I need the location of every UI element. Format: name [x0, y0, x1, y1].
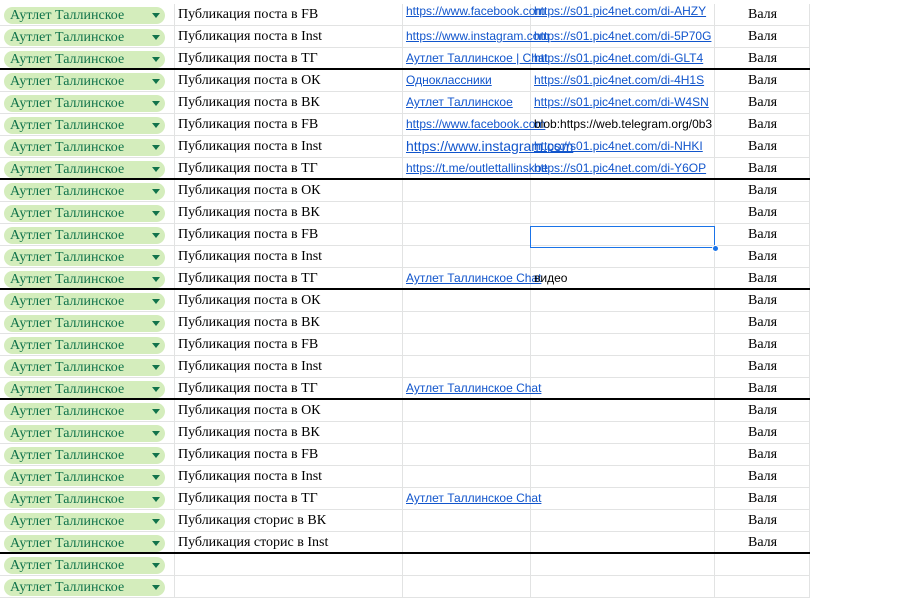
page-dropdown-chip[interactable] — [4, 95, 165, 112]
link-cell[interactable] — [403, 488, 542, 509]
page-cell[interactable] — [0, 510, 175, 531]
page-dropdown-chip[interactable] — [4, 535, 165, 552]
media-cell[interactable] — [531, 92, 715, 113]
media-cell[interactable] — [531, 136, 715, 157]
media-cell[interactable] — [531, 400, 715, 421]
media-cell[interactable] — [531, 70, 715, 91]
media-link[interactable]: https://s01.pic4net.com/di-Y6OP — [534, 161, 707, 175]
link-cell[interactable] — [403, 114, 546, 135]
page-dropdown-chip[interactable] — [4, 359, 165, 376]
task-cell[interactable] — [175, 554, 403, 575]
media-cell[interactable] — [531, 290, 715, 311]
task-cell[interactable]: Публикация поста в Inst — [175, 136, 403, 157]
table-row — [0, 488, 810, 510]
table-row — [0, 4, 810, 26]
chevron-down-icon[interactable] — [152, 563, 160, 568]
task-cell[interactable]: Публикация поста в FB — [175, 4, 403, 25]
media-text: blob:https://web.telegram.org/0b3 — [534, 117, 713, 131]
media-cell[interactable] — [531, 422, 715, 443]
media-cell[interactable] — [531, 224, 715, 245]
page-dropdown-chip[interactable] — [4, 337, 165, 354]
chip-label: Аутлет Таллинское — [10, 448, 125, 463]
page-cell[interactable] — [0, 26, 175, 47]
media-cell[interactable] — [531, 4, 715, 25]
assignee-cell[interactable]: Валя — [715, 246, 810, 267]
page-cell[interactable] — [0, 48, 175, 68]
link-cell[interactable] — [403, 532, 531, 552]
assignee-cell[interactable]: Валя — [715, 466, 810, 487]
link-cell[interactable] — [403, 48, 548, 68]
assignee-cell[interactable]: Валя — [715, 422, 810, 443]
table-row — [0, 576, 810, 598]
chevron-down-icon[interactable] — [152, 123, 160, 128]
assignee-cell[interactable]: Валя — [715, 224, 810, 245]
link-cell[interactable] — [403, 136, 574, 157]
media-cell[interactable] — [531, 202, 715, 223]
page-cell[interactable] — [0, 312, 175, 333]
page-cell[interactable] — [0, 422, 175, 443]
chip-label: Аутлет Таллинское — [10, 272, 125, 287]
assignee-cell[interactable]: Валя — [715, 444, 810, 465]
page-cell[interactable] — [0, 532, 175, 552]
page-dropdown-chip[interactable] — [4, 403, 165, 420]
assignee-cell[interactable]: Валя — [715, 136, 810, 157]
chip-label: Аутлет Таллинское — [10, 316, 125, 331]
page-cell[interactable] — [0, 158, 175, 178]
chevron-down-icon[interactable] — [152, 299, 160, 304]
task-cell[interactable]: Публикация поста в ОК — [175, 400, 403, 421]
link-cell[interactable] — [403, 576, 531, 597]
chevron-down-icon[interactable] — [152, 519, 160, 524]
chip-label: Аутлет Таллинское — [10, 228, 125, 243]
page-dropdown-chip[interactable] — [4, 139, 165, 156]
page-dropdown-chip[interactable] — [4, 425, 165, 442]
post-link[interactable]: Одноклассники — [406, 73, 492, 87]
page-cell[interactable] — [0, 356, 175, 377]
post-link[interactable]: Аутлет Таллинское Chat — [406, 491, 542, 505]
table-row — [0, 26, 810, 48]
table-row — [0, 268, 810, 290]
page-cell[interactable] — [0, 114, 175, 135]
assignee-cell[interactable]: Валя — [715, 4, 810, 25]
page-dropdown-chip[interactable] — [4, 51, 165, 68]
page-dropdown-chip[interactable] — [4, 491, 165, 508]
post-link[interactable]: https://www.instagram.com — [406, 138, 574, 154]
table-row — [0, 136, 810, 158]
assignee-cell[interactable]: Валя — [715, 290, 810, 311]
link-cell[interactable] — [403, 378, 542, 398]
task-cell[interactable]: Публикация поста в ОК — [175, 180, 403, 201]
task-cell[interactable]: Публикация поста в ТГ — [175, 48, 403, 68]
page-cell[interactable] — [0, 180, 175, 201]
page-dropdown-chip[interactable] — [4, 161, 165, 178]
post-link[interactable]: https://www.instagram.com — [406, 29, 550, 43]
chevron-down-icon[interactable] — [152, 35, 160, 40]
chip-label: Аутлет Таллинское — [10, 118, 125, 133]
media-cell[interactable] — [531, 334, 715, 355]
link-cell[interactable] — [403, 4, 546, 25]
assignee-cell[interactable]: Валя — [715, 400, 810, 421]
assignee-cell[interactable]: Валя — [715, 356, 810, 377]
link-cell[interactable] — [403, 400, 531, 421]
media-cell[interactable] — [531, 356, 715, 377]
task-cell[interactable]: Публикация поста в ВК — [175, 92, 403, 113]
link-cell[interactable] — [403, 26, 550, 47]
media-cell[interactable] — [531, 554, 715, 575]
assignee-cell[interactable]: Валя — [715, 48, 810, 68]
table-row — [0, 554, 810, 576]
table-row — [0, 92, 810, 114]
chevron-down-icon[interactable] — [152, 101, 160, 106]
page-dropdown-chip[interactable] — [4, 73, 165, 90]
table-row — [0, 290, 810, 312]
chevron-down-icon[interactable] — [152, 431, 160, 436]
media-link[interactable]: https://s01.pic4net.com/di-AHZY — [534, 4, 707, 18]
media-cell[interactable] — [531, 378, 715, 398]
link-cell[interactable] — [403, 224, 531, 245]
assignee-cell[interactable]: Валя — [715, 180, 810, 201]
table-row — [0, 312, 810, 334]
chevron-down-icon[interactable] — [152, 343, 160, 348]
chip-label: Аутлет Таллинское — [10, 360, 125, 375]
table-row — [0, 246, 810, 268]
media-link[interactable]: https://s01.pic4net.com/di-4H1S — [534, 73, 705, 87]
assignee-cell[interactable]: Валя — [715, 268, 810, 288]
media-cell[interactable] — [531, 246, 715, 267]
chevron-down-icon[interactable] — [152, 409, 160, 414]
page-dropdown-chip[interactable] — [4, 271, 165, 288]
assignee-cell[interactable]: Валя — [715, 378, 810, 398]
page-cell[interactable] — [0, 4, 175, 25]
assignee-cell[interactable]: Валя — [715, 92, 810, 113]
link-cell[interactable] — [403, 554, 531, 575]
task-cell[interactable]: Публикация поста в Inst — [175, 466, 403, 487]
link-cell[interactable] — [403, 422, 531, 443]
link-cell[interactable] — [403, 246, 531, 267]
page-dropdown-chip[interactable] — [4, 227, 165, 244]
media-cell[interactable] — [531, 466, 715, 487]
table-row — [0, 114, 810, 136]
page-cell[interactable] — [0, 290, 175, 311]
task-cell[interactable]: Публикация поста в ТГ — [175, 378, 403, 398]
page-dropdown-chip[interactable] — [4, 469, 165, 486]
chip-label: Аутлет Таллинское — [10, 382, 125, 397]
chevron-down-icon[interactable] — [152, 211, 160, 216]
table-row — [0, 510, 810, 532]
link-cell[interactable] — [403, 510, 531, 531]
task-cell[interactable]: Публикация поста в Inst — [175, 356, 403, 377]
page-dropdown-chip[interactable] — [4, 447, 165, 464]
link-cell[interactable] — [403, 92, 531, 113]
link-cell[interactable] — [403, 180, 531, 201]
table-row — [0, 158, 810, 180]
chip-label: Аутлет Таллинское — [10, 426, 125, 441]
fill-handle[interactable] — [712, 245, 719, 252]
chevron-down-icon[interactable] — [152, 255, 160, 260]
page-dropdown-chip[interactable] — [4, 557, 165, 574]
post-link[interactable]: Аутлет Таллинское Chat — [406, 381, 542, 395]
task-cell[interactable]: Публикация поста в ТГ — [175, 488, 403, 509]
table-row — [0, 180, 810, 202]
chevron-down-icon[interactable] — [152, 585, 160, 590]
post-link[interactable]: Аутлет Таллинское — [406, 95, 513, 109]
link-cell[interactable] — [403, 356, 531, 377]
media-link[interactable]: https://s01.pic4net.com/di-GLT4 — [534, 51, 704, 65]
page-dropdown-chip[interactable] — [4, 117, 165, 134]
chip-label: Аутлет Таллинское — [10, 206, 125, 221]
task-cell[interactable]: Публикация поста в ТГ — [175, 158, 403, 178]
media-cell[interactable] — [531, 532, 715, 552]
task-cell[interactable]: Публикация сторис в Inst — [175, 532, 403, 552]
chip-label: Аутлет Таллинское — [10, 96, 125, 111]
post-link[interactable]: Аутлет Таллинское Chat — [406, 271, 542, 285]
table-row — [0, 70, 810, 92]
task-cell[interactable]: Публикация поста в Inst — [175, 26, 403, 47]
chip-label: Аутлет Таллинское — [10, 74, 125, 89]
page-cell[interactable] — [0, 334, 175, 355]
chip-label: Аутлет Таллинское — [10, 162, 125, 177]
chip-label: Аутлет Таллинское — [10, 30, 125, 45]
post-link[interactable]: https://www.facebook.com — [406, 4, 546, 18]
task-cell[interactable]: Публикация поста в ОК — [175, 290, 403, 311]
task-cell[interactable]: Публикация поста в FB — [175, 444, 403, 465]
chevron-down-icon[interactable] — [152, 321, 160, 326]
assignee-cell[interactable]: Валя — [715, 488, 810, 509]
table-row — [0, 466, 810, 488]
chip-label: Аутлет Таллинское — [10, 580, 125, 595]
task-cell[interactable]: Публикация поста в ВК — [175, 202, 403, 223]
page-cell[interactable] — [0, 202, 175, 223]
chevron-down-icon[interactable] — [152, 79, 160, 84]
chip-label: Аутлет Таллинское — [10, 52, 125, 67]
assignee-cell[interactable] — [715, 554, 810, 575]
assignee-cell[interactable]: Валя — [715, 158, 810, 178]
link-cell[interactable] — [403, 268, 542, 288]
table-row — [0, 356, 810, 378]
chip-label: Аутлет Таллинское — [10, 404, 125, 419]
link-cell[interactable] — [403, 312, 531, 333]
link-cell[interactable] — [403, 444, 531, 465]
assignee-cell[interactable] — [715, 576, 810, 597]
media-link[interactable]: https://s01.pic4net.com/di-W4SN — [534, 95, 709, 109]
task-cell[interactable]: Публикация поста в ОК — [175, 70, 403, 91]
media-cell[interactable] — [531, 268, 715, 288]
page-cell[interactable] — [0, 246, 175, 267]
page-dropdown-chip[interactable] — [4, 579, 165, 596]
page-cell[interactable] — [0, 92, 175, 113]
page-cell[interactable] — [0, 136, 175, 157]
link-cell[interactable] — [403, 466, 531, 487]
media-cell[interactable] — [531, 48, 715, 68]
chip-label: Аутлет Таллинское — [10, 470, 125, 485]
media-cell[interactable] — [531, 158, 715, 178]
table-row — [0, 422, 810, 444]
table-row — [0, 224, 810, 246]
table-row — [0, 444, 810, 466]
page-cell[interactable] — [0, 576, 175, 597]
media-cell[interactable] — [531, 26, 715, 47]
page-dropdown-chip[interactable] — [4, 293, 165, 310]
media-cell[interactable] — [531, 510, 715, 531]
assignee-cell[interactable]: Валя — [715, 334, 810, 355]
page-dropdown-chip[interactable] — [4, 7, 165, 24]
page-cell[interactable] — [0, 466, 175, 487]
assignee-cell[interactable]: Валя — [715, 510, 810, 531]
chip-label: Аутлет Таллинское — [10, 338, 125, 353]
task-cell[interactable]: Публикация поста в FB — [175, 334, 403, 355]
task-cell[interactable]: Публикация сторис в ВК — [175, 510, 403, 531]
chip-label: Аутлет Таллинское — [10, 8, 125, 23]
link-cell[interactable] — [403, 158, 549, 178]
media-cell[interactable] — [531, 114, 715, 135]
table-row — [0, 334, 810, 356]
table-row — [0, 48, 810, 70]
media-cell[interactable] — [531, 312, 715, 333]
post-link[interactable]: https://www.facebook.com — [406, 117, 546, 131]
table-row — [0, 400, 810, 422]
chevron-down-icon[interactable] — [152, 167, 160, 172]
media-cell[interactable] — [531, 576, 715, 597]
task-cell[interactable] — [175, 576, 403, 597]
page-dropdown-chip[interactable] — [4, 183, 165, 200]
link-cell[interactable] — [403, 70, 531, 91]
page-cell[interactable] — [0, 400, 175, 421]
chevron-down-icon[interactable] — [152, 497, 160, 502]
chevron-down-icon[interactable] — [152, 387, 160, 392]
page-cell[interactable] — [0, 70, 175, 91]
chip-label: Аутлет Таллинское — [10, 184, 125, 199]
page-dropdown-chip[interactable] — [4, 205, 165, 222]
page-dropdown-chip[interactable] — [4, 249, 165, 266]
task-cell[interactable]: Публикация поста в ВК — [175, 422, 403, 443]
chevron-down-icon[interactable] — [152, 13, 160, 18]
table-row — [0, 202, 810, 224]
task-cell[interactable]: Публикация поста в FB — [175, 114, 403, 135]
chevron-down-icon[interactable] — [152, 57, 160, 62]
chevron-down-icon[interactable] — [152, 365, 160, 370]
task-cell[interactable]: Публикация поста в ТГ — [175, 268, 403, 288]
chevron-down-icon[interactable] — [152, 277, 160, 282]
task-cell[interactable]: Публикация поста в ВК — [175, 312, 403, 333]
media-cell[interactable] — [531, 180, 715, 201]
assignee-cell[interactable]: Валя — [715, 532, 810, 552]
page-dropdown-chip[interactable] — [4, 29, 165, 46]
assignee-cell[interactable]: Валя — [715, 312, 810, 333]
table-row — [0, 532, 810, 554]
assignee-cell[interactable]: Валя — [715, 26, 810, 47]
page-dropdown-chip[interactable] — [4, 315, 165, 332]
task-cell[interactable]: Публикация поста в Inst — [175, 246, 403, 267]
chip-label: Аутлет Таллинское — [10, 294, 125, 309]
media-cell[interactable] — [531, 488, 715, 509]
assignee-cell[interactable]: Валя — [715, 114, 810, 135]
task-cell[interactable]: Публикация поста в FB — [175, 224, 403, 245]
chip-label: Аутлет Таллинское — [10, 536, 125, 551]
media-link[interactable]: https://s01.pic4net.com/di-NHKI — [534, 139, 703, 153]
assignee-cell[interactable]: Валя — [715, 70, 810, 91]
chip-label: Аутлет Таллинское — [10, 492, 125, 507]
media-cell[interactable] — [531, 444, 715, 465]
chevron-down-icon[interactable] — [152, 233, 160, 238]
chip-label: Аутлет Таллинское — [10, 140, 125, 155]
page-cell[interactable] — [0, 488, 175, 509]
page-cell[interactable] — [0, 268, 175, 288]
link-cell[interactable] — [403, 334, 531, 355]
media-link[interactable]: https://s01.pic4net.com/di-5P70G — [534, 29, 712, 43]
page-dropdown-chip[interactable] — [4, 513, 165, 530]
media-text: видео — [534, 271, 568, 285]
post-link[interactable]: https://t.me/outlettallinskoe — [406, 161, 549, 175]
chip-label: Аутлет Таллинское — [10, 558, 125, 573]
table-row — [0, 378, 810, 400]
page-cell[interactable] — [0, 378, 175, 398]
link-cell[interactable] — [403, 202, 531, 223]
page-dropdown-chip[interactable] — [4, 381, 165, 398]
chevron-down-icon[interactable] — [152, 145, 160, 150]
post-link[interactable]: Аутлет Таллинское | Chat — [406, 51, 548, 65]
link-cell[interactable] — [403, 290, 531, 311]
chevron-down-icon[interactable] — [152, 475, 160, 480]
chip-label: Аутлет Таллинское — [10, 250, 125, 265]
chevron-down-icon[interactable] — [152, 541, 160, 546]
assignee-cell[interactable]: Валя — [715, 202, 810, 223]
chevron-down-icon[interactable] — [152, 453, 160, 458]
page-cell[interactable] — [0, 444, 175, 465]
page-cell[interactable] — [0, 554, 175, 575]
chip-label: Аутлет Таллинское — [10, 514, 125, 529]
page-cell[interactable] — [0, 224, 175, 245]
chevron-down-icon[interactable] — [152, 189, 160, 194]
